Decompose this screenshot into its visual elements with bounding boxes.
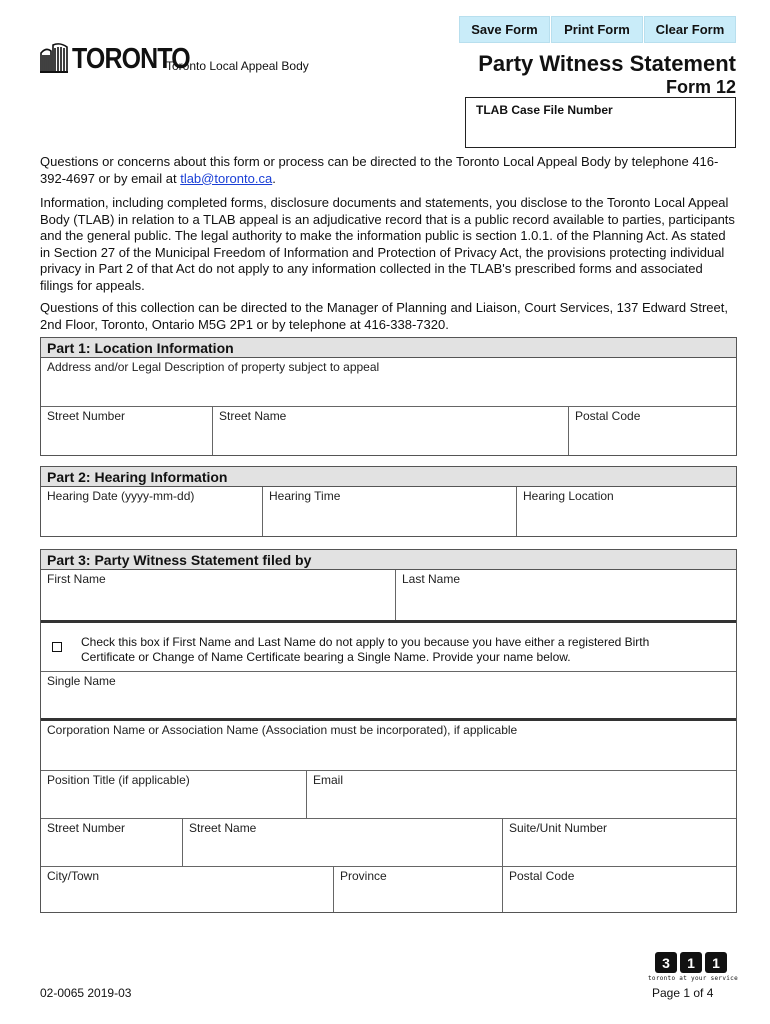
single-name-check-text: Check this box if First Name and Last Name do not apply to you because you have either a registered Birth Certificate or Change of Name Certificate bearing a Single Name. Provide your name below. [81, 635, 650, 664]
postal-code-field[interactable] [568, 406, 736, 455]
agency-name: Toronto Local Appeal Body [166, 59, 309, 73]
part3-heading: Part 3: Party Witness Statement filed by [41, 550, 736, 570]
street-number-field-2[interactable] [41, 818, 182, 866]
badge-digit-1a: 1 [680, 952, 702, 973]
last-name-field[interactable] [395, 570, 736, 620]
case-file-number-field[interactable] [465, 97, 736, 148]
single-name-checkbox[interactable] [52, 642, 62, 652]
logo-wordmark: TORONTO [72, 43, 190, 75]
email-field[interactable] [306, 770, 736, 818]
badge-digit-1b: 1 [705, 952, 727, 973]
single-name-check-row [41, 620, 736, 671]
postal-code-label: Postal Code [575, 409, 641, 423]
privacy-paragraph: Information, including completed forms, disclosure documents and statements, you disclose to the Toronto Local Appeal Body (TLAB) in relation to a TLAB appeal is an adjudicative record that is a public record available to parties, participants and the general public. The legal authority to make the information public is section 1.0.1. of the Planning Act. As stated in Section 27 of the Municipal Freedom of Information and Protection of Privacy Act, the provisions protecting individual privacy in Part 2 of that Act do not apply to any information collected in the TLAB's prescribed forms and associated filings for appeals. [40, 195, 735, 293]
case-file-number-label: TLAB Case File Number [476, 103, 613, 117]
first-name-field[interactable] [41, 570, 395, 620]
part3-section [40, 549, 737, 913]
city-hall-icon [40, 43, 68, 73]
hearing-date-label: Hearing Date (yyyy-mm-dd) [47, 489, 195, 503]
single-name-label: Single Name [47, 674, 116, 688]
city-town-label: City/Town [47, 869, 100, 883]
part2-heading: Part 2: Hearing Information [41, 467, 736, 487]
postal-code-label-2: Postal Code [509, 869, 575, 883]
contact-paragraph [40, 154, 736, 187]
suite-unit-field[interactable] [502, 818, 736, 866]
suite-unit-label: Suite/Unit Number [509, 821, 608, 835]
street-name-field-2[interactable] [182, 818, 502, 866]
postal-code-field-2[interactable] [502, 866, 736, 912]
street-number-label: Street Number [47, 409, 126, 423]
form-number: Form 12 [665, 77, 736, 97]
print-form-button[interactable]: Print Form [551, 16, 643, 43]
street-number-label-2: Street Number [47, 821, 126, 835]
part1-heading: Part 1: Location Information [41, 338, 736, 358]
corporation-name-label: Corporation Name or Association Name (Association must be incorporated), if applicable [47, 723, 518, 737]
collection-paragraph: Questions of this collection can be directed to the Manager of Planning and Liaison, Court Services, 137 Edward Street, 2nd Floor, Toronto, Ontario M5G 2P1 or by telephone at 416-338-7320. [40, 300, 728, 332]
email-link[interactable]: tlab@toronto.ca [180, 170, 273, 186]
hearing-location-field[interactable] [516, 487, 736, 536]
form-title: Party Witness Statement [478, 51, 736, 76]
contact-text: Questions or concerns about this form or process can be directed to the Toronto Local Appeal Body by telephone 416-392-4697 or by email at [40, 154, 719, 186]
badge-digit-3: 3 [655, 952, 677, 973]
part1-section [40, 337, 737, 456]
address-label: Address and/or Legal Description of property subject to appeal [47, 360, 380, 374]
province-label: Province [340, 869, 387, 883]
city-town-field[interactable] [41, 866, 333, 912]
311-tagline: toronto at your service [648, 975, 738, 982]
save-form-button[interactable]: Save Form [459, 16, 550, 43]
street-name-field[interactable] [212, 406, 568, 455]
single-name-field[interactable] [41, 671, 736, 718]
contact-text-end: . [272, 170, 276, 186]
hearing-date-field[interactable] [41, 487, 262, 536]
corporation-name-field[interactable] [41, 718, 736, 770]
street-name-label-2: Street Name [189, 821, 257, 835]
address-field[interactable] [41, 358, 736, 406]
position-title-field[interactable] [41, 770, 306, 818]
hearing-time-field[interactable] [262, 487, 516, 536]
form-code: 02-0065 2019-03 [40, 986, 132, 1000]
part2-section [40, 466, 737, 537]
street-name-label: Street Name [219, 409, 287, 423]
first-name-label: First Name [47, 572, 106, 586]
province-field[interactable] [333, 866, 502, 912]
hearing-time-label: Hearing Time [269, 489, 341, 503]
street-number-field[interactable] [41, 406, 212, 455]
email-label: Email [313, 773, 344, 787]
clear-form-button[interactable]: Clear Form [644, 16, 736, 43]
last-name-label: Last Name [402, 572, 461, 586]
page-number: Page 1 of 4 [652, 986, 714, 1000]
hearing-location-label: Hearing Location [523, 489, 614, 503]
position-title-label: Position Title (if applicable) [47, 773, 190, 787]
